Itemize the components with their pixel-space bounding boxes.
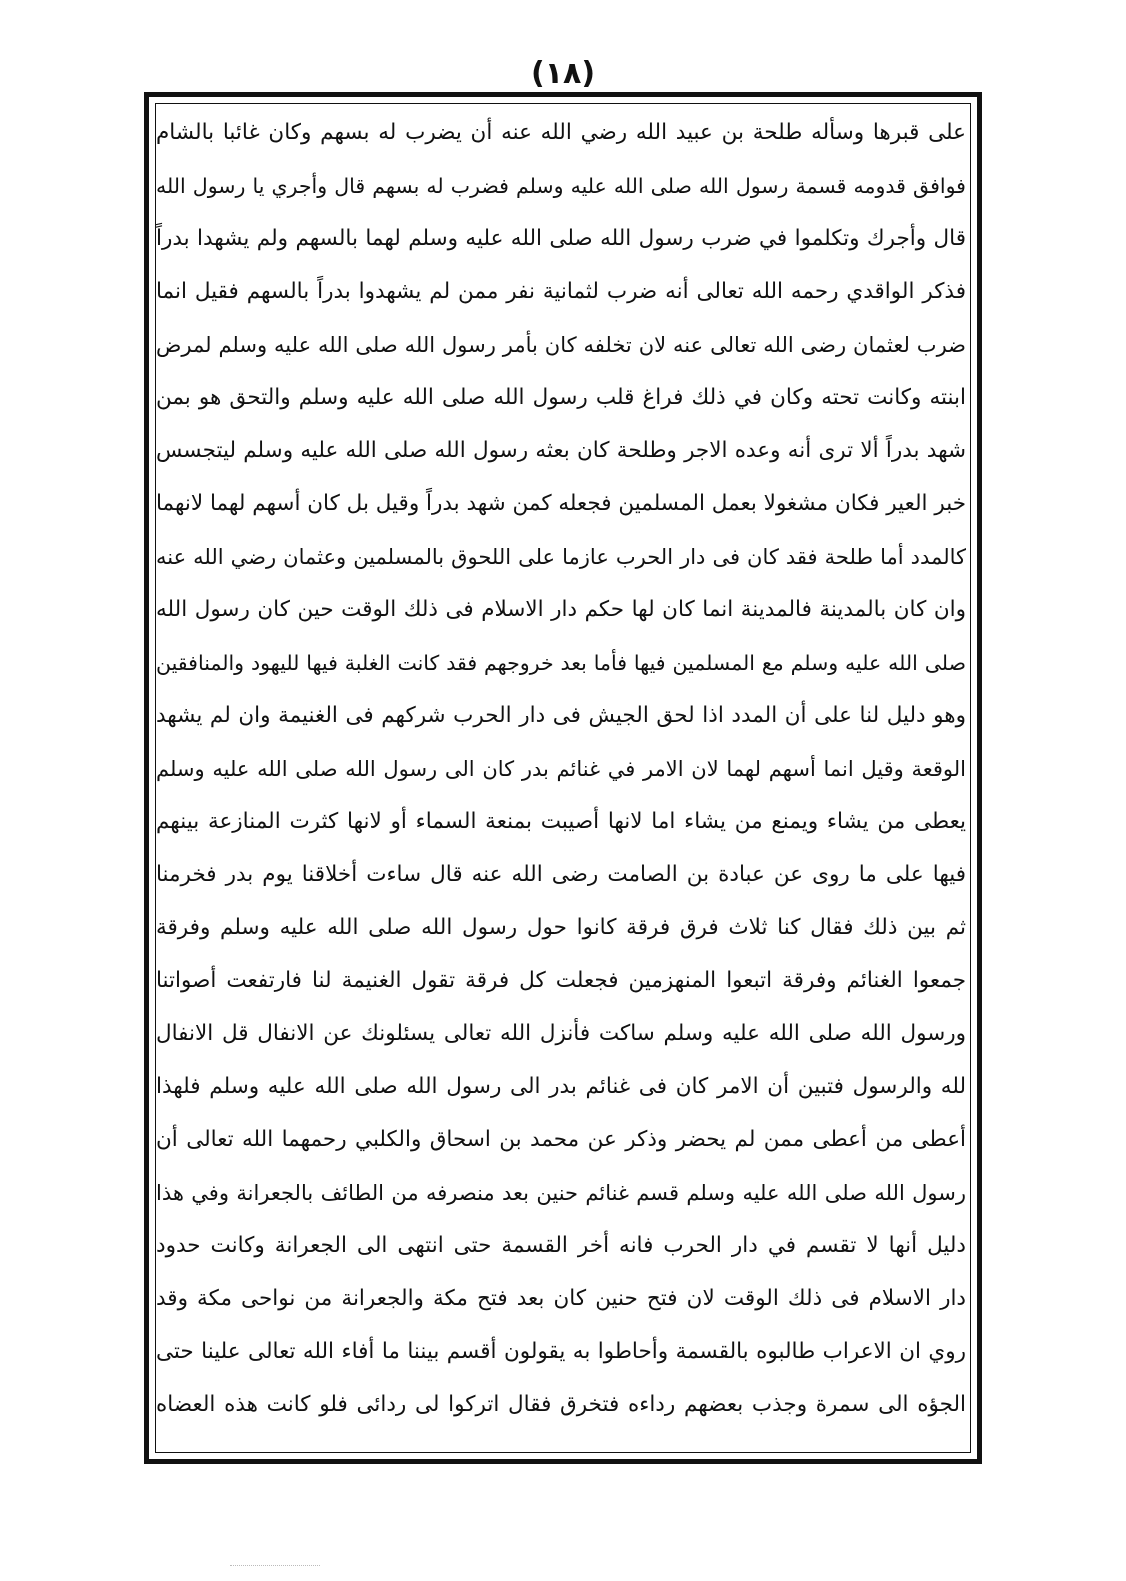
text-line: شهد بدراً ألا ترى أنه وعده الاجر وطلحة كان بعثه رسول الله صلى الله عليه وسلم ليتجسس — [156, 438, 966, 463]
text-line: قال وأجرك وتكلموا في ضرب رسول الله صلى الله عليه وسلم لهما بالسهم ولم يشهدا بدراً — [156, 226, 966, 251]
text-line: روي ان الاعراب طالبوه بالقسمة وأحاطوا به يقولون أقسم بيننا ما أفاء الله تعالى علينا حتى — [156, 1339, 966, 1364]
text-line: أعطى من أعطى ممن لم يحضر وذكر عن محمد بن اسحاق والكلبي رحمهما الله تعالى أن — [156, 1127, 966, 1152]
text-line: وان كان بالمدينة فالمدينة انما كان لها حكم دار الاسلام فى ذلك الوقت حين كان رسول الله — [156, 597, 966, 622]
text-line: دليل أنها لا تقسم في دار الحرب فانه أخر القسمة حتى انتهى الى الجعرانة وكانت حدود — [156, 1233, 966, 1258]
text-body — [156, 108, 966, 1448]
scan-artifact-line — [230, 1565, 320, 1566]
text-line: فذكر الواقدي رحمه الله تعالى أنه ضرب لثمانية نفر ممن لم يشهدوا بدراً بالسهم فقيل انما — [156, 279, 966, 304]
text-line: ابنته وكانت تحته وكان في ذلك فراغ قلب رسول الله صلى الله عليه وسلم والتحق هو بمن — [156, 385, 966, 410]
text-line: وهو دليل لنا على أن المدد اذا لحق الجيش فى دار الحرب شركهم فى الغنيمة وان لم يشهد — [156, 703, 966, 728]
text-line: خبر العير فكان مشغولا بعمل المسلمين فجعله كمن شهد بدراً وقيل بل كان أسهم لهما لانهما — [156, 491, 966, 516]
page-number: (١٨) — [530, 56, 596, 91]
text-line: ورسول الله صلى الله عليه وسلم ساكت فأنزل الله تعالى يسئلونك عن الانفال قل الانفال — [156, 1021, 966, 1046]
text-line: صلى الله عليه وسلم مع المسلمين فيها فأما بعد خروجهم فقد كانت الغلبة فيها لليهود والمنافقين — [156, 651, 966, 675]
text-line: ضرب لعثمان رضى الله تعالى عنه لان تخلفه كان بأمر رسول الله صلى الله عليه وسلم لمرض — [156, 333, 966, 357]
text-line: على قبرها وسأله طلحة بن عبيد الله رضي الله عنه أن يضرب له بسهم وكان غائبا بالشام — [156, 120, 966, 145]
text-line: ثم بين ذلك فقال كنا ثلاث فرق فرقة كانوا حول رسول الله صلى الله عليه وسلم وفرقة — [156, 915, 966, 940]
text-line: لله والرسول فتبين أن الامر كان فى غنائم بدر الى رسول الله صلى الله عليه وسلم فلهذا — [156, 1074, 966, 1099]
text-line: يعطى من يشاء ويمنع من يشاء اما لانها أصيبت بمنعة السماء أو لانها كثرت المنازعة بينهم — [156, 809, 966, 834]
text-line: كالمدد أما طلحة فقد كان فى دار الحرب عازما على اللحوق بالمسلمين وعثمان رضي الله عنه — [156, 545, 966, 569]
text-line: الجؤه الى سمرة وجذب بعضهم رداءه فتخرق فقال اتركوا لى ردائى فلو كانت هذه العضاه — [156, 1392, 966, 1417]
text-line: فوافق قدومه قسمة رسول الله صلى الله عليه وسلم فضرب له بسهم قال وأجري يا رسول الله — [156, 174, 966, 198]
text-line: فيها على ما روى عن عبادة بن الصامت رضى الله عنه قال ساءت أخلاقنا يوم بدر فخرمنا — [156, 862, 966, 887]
text-line: رسول الله صلى الله عليه وسلم قسم غنائم حنين بعد منصرفه من الطائف بالجعرانة وفي هذا — [156, 1181, 966, 1205]
text-line: جمعوا الغنائم وفرقة اتبعوا المنهزمين فجعلت كل فرقة تقول الغنيمة لنا فارتفعت أصواتنا — [156, 968, 966, 993]
text-line: دار الاسلام فى ذلك الوقت لان فتح حنين كان بعد فتح مكة والجعرانة من نواحى مكة وقد — [156, 1286, 966, 1311]
text-line: الوقعة وقيل انما أسهم لهما لان الامر في غنائم بدر كان الى رسول الله صلى الله عليه وسلم — [156, 757, 966, 781]
